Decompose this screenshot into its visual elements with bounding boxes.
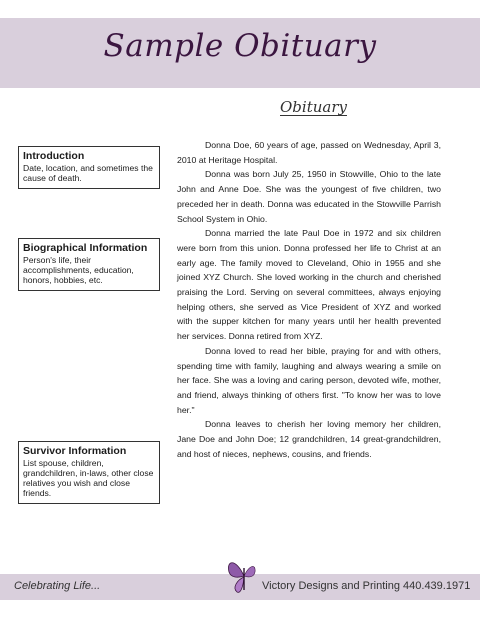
box-title: Introduction	[23, 150, 85, 162]
box-title: Biographical Information	[23, 242, 148, 254]
obituary-body	[177, 138, 441, 461]
box-description: Date, location, and sometimes the cause of death.	[23, 163, 153, 183]
footer-company: Victory Designs and Printing 440.439.1971	[262, 580, 471, 592]
box-description: Person's life, their accomplishments, education, honors, hobbies, etc.	[23, 255, 134, 285]
paragraph: Donna loved to read her bible, praying for and with others, spending time with family, laughing and always wearing a smile on her face. She was a loving and caring person, devoted wife, mother, and friend, always thinking of others first. "To know her was to love her."	[177, 345, 441, 415]
paragraph: Donna Doe, 60 years of age, passed on Wednesday, April 3, 2010 at Heritage Hospital.	[177, 140, 441, 165]
box-description: List spouse, children, grandchildren, in-laws, other close relatives you wish and close friends.	[23, 458, 154, 498]
paragraph: Donna leaves to cherish her loving memory her children, Jane Doe and John Doe; 12 grandchildren, 14 great-grandchildren, and host of nieces, nephews, cousins, and friends.	[177, 419, 441, 459]
sidebar-box-biographical	[18, 238, 160, 291]
sidebar-box-survivor	[18, 441, 160, 504]
butterfly-icon	[226, 556, 262, 596]
section-heading: Obituary	[280, 98, 347, 116]
footer-tagline: Celebrating Life...	[14, 580, 101, 592]
sidebar-box-introduction	[18, 146, 160, 189]
page-title: Sample Obituary	[103, 28, 377, 64]
box-title: Survivor Information	[23, 445, 127, 457]
paragraph: Donna was born July 25, 1950 in Stowville, Ohio to the late John and Anne Doe. She was the youngest of five children, two preceded her in death. Donna was educated in the Stowville Parrish School System in Ohio.	[177, 169, 441, 224]
paragraph: Donna married the late Paul Doe in 1972 and six children were born from this union. Donna professed her life to Christ at an early age. The family moved to Cleveland, Ohio in 1955 and she joined XYZ Church. She loved working in the church and cherished praising the Lord. Serving on several committees, always enjoying helping others, she served as Vice President of XYZ and worked with the supper kitchen for many years until her health prevented her services. Donna retired from XYZ.	[177, 228, 441, 342]
